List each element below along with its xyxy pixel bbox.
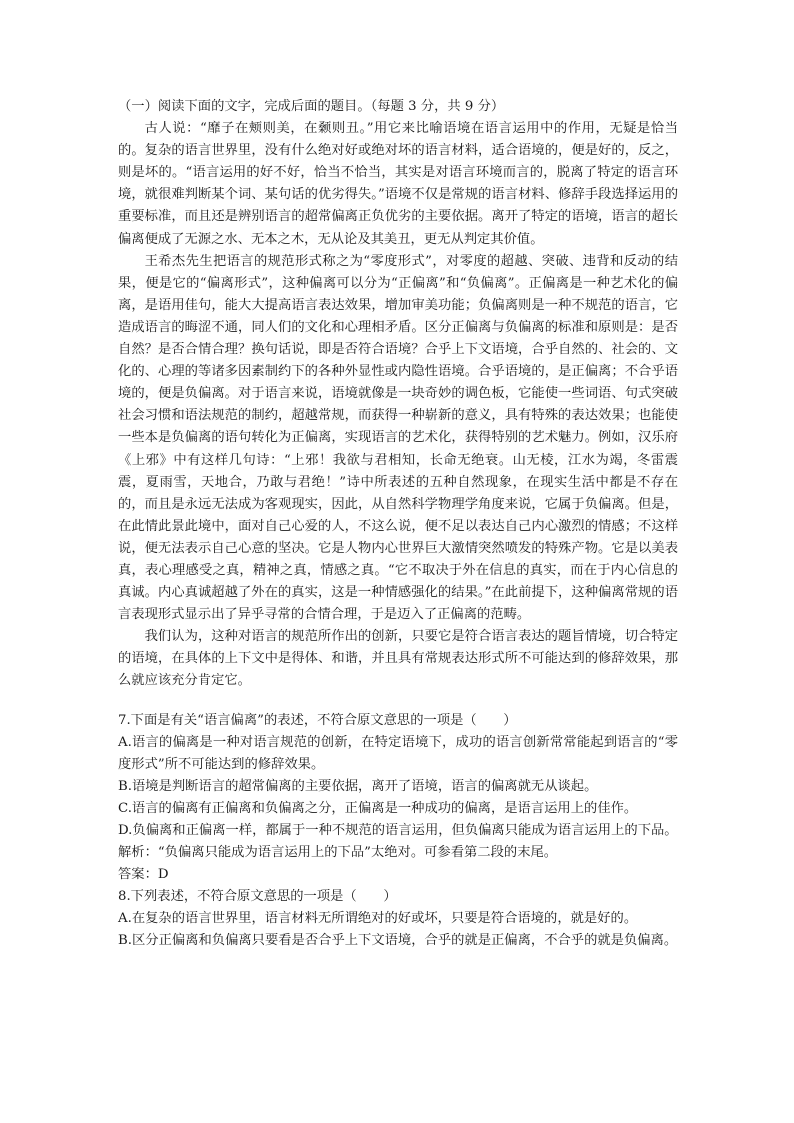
question-7-option-b: B.语境是判断语言的超常偏离的主要依据，离开了语境，语言的偏离就无从谈起。 bbox=[118, 778, 598, 794]
question-7-stem: 7.下面是有关“语言偏离”的表述，不符合原文意思的一项是（ ） bbox=[118, 712, 517, 728]
passage-paragraph-2: 王希杰先生把语言的规范形式称之为“零度形式”，对零度的超越、突破、违背和反动的结果，便是它的“偏离形式”，这种偏离可以分为“正偏离”和“负偏离”。正偏离是一种艺术化的偏离，是语用佳句，能大大提高语言表达效果，增加审美功能；负偏离则是一种不规范的语言，它造成语言的晦涩不通，同人们的文化和心理相矛盾。区分正偏离与负偏离的标准和原则是：是否自然？是否合情合理？换句话说，即是否符合语境？合乎上下文语境，合乎自然的、社会的、文化的、心理的等诸多因素制约下的各种外显性或内隐性语境。合乎语境的，是正偏离；不合乎语境的，便是负偏离。对于语言来说，语境就像是一块奇妙的调色板，它能使一些词语、句式突破社会习惯和语法规范的制约，超越常规，而获得一种崭新的意义，具有特殊的表达效果；也能使一些本是负偏离的语句转化为正偏离，实现语言的艺术化，获得特别的艺术魅力。例如，汉乐府《上邪》中有这样几句诗：“上邪！我欲与君相知，长命无绝衰。山无棱，江水为竭，冬雷震震，夏雨雪，天地合，乃敢与君绝！”诗中所表述的五种自然现象，在现实生活中都是不存在的，而且是永远无法成为客观现实，因此，从自然科学物理学角度来说，它属于负偏离。但是，在此情此景此境中，面对自己心爱的人，不这么说，便不足以表达自己内心激烈的情感；不这样说，便无法表示自己心意的坚决。它是人物内心世界巨大激情突然喷发的特殊产物。它是以美表真，表心理感受之真，精神之真，情感之真。“它不取决于外在信息的真实，而在于内心信息的真诚。内心真诚超越了外在的真实，这是一种情感强化的结果。”在此前提下，这种偏离常规的语言表现形式显示出了异乎寻常的合情合理，于是迈入了正偏离的范畴。 bbox=[118, 253, 678, 623]
passage-paragraph-3: 我们认为，这种对语言的规范所作出的创新，只要它是符合语言表达的题旨情境，切合特定的语境，在具体的上下文中是得体、和谐，并且具有常规表达形式所不可能达到的修辞效果，那么就应该充分肯定它。 bbox=[118, 629, 678, 689]
question-7-analysis: 解析：“负偏离只能成为语言运用上的下品”太绝对。可参看第二段的末尾。 bbox=[118, 845, 558, 861]
document-body bbox=[118, 96, 678, 953]
question-7-answer: 答案：D bbox=[118, 867, 169, 883]
spacer bbox=[118, 693, 678, 710]
question-8-stem: 8.下列表述，不符合原文意思的一项是（ ） bbox=[118, 889, 397, 905]
question-7-option-d: D.负偏离和正偏离一样，都属于一种不规范的语言运用，但负偏离只能成为语言运用上的下品。 bbox=[118, 823, 678, 838]
question-7-option-a: A.语言的偏离是一种对语言规范的创新，在特定语境下，成功的语言创新常常能起到语言的“零度形式”所不可能达到的修辞效果。 bbox=[118, 734, 678, 772]
section-heading: （一）阅读下面的文字，完成后面的题目。（每题 3 分，共 9 分） bbox=[118, 99, 505, 114]
question-7-option-c: C.语言的偏离有正偏离和负偏离之分，正偏离是一种成功的偏离，是语言运用上的佳作。 bbox=[118, 800, 638, 816]
passage-paragraph-1: 古人说：“靡子在颊则美，在颡则丑。”用它来比喻语境在语言运用中的作用，无疑是恰当的。复杂的语言世界里，没有什么绝对好或绝对坏的语言材料，适合语境的，便是好的，反之，则是坏的。“语言运用的好不好，恰当不恰当，其实是对语言环境而言的，脱离了特定的语言环境，就很难判断某个词、某句话的优劣得失。”语境不仅是常规的语言材料、修辞手段选择运用的重要标准，而且还是辨别语言的超常偏离正负优劣的主要依据。离开了特定的语境，语言的超长偏离便成了无源之水、无本之木，无从论及其美丑，更无从判定其价值。 bbox=[118, 121, 678, 247]
question-8-option-a: A.在复杂的语言世界里，语言材料无所谓绝对的好或坏，只要是符合语境的，就是好的。 bbox=[118, 911, 638, 927]
question-8-option-b: B.区分正偏离和负偏离只要看是否合乎上下文语境，合乎的就是正偏离，不合乎的就是负偏离。 bbox=[118, 933, 678, 949]
